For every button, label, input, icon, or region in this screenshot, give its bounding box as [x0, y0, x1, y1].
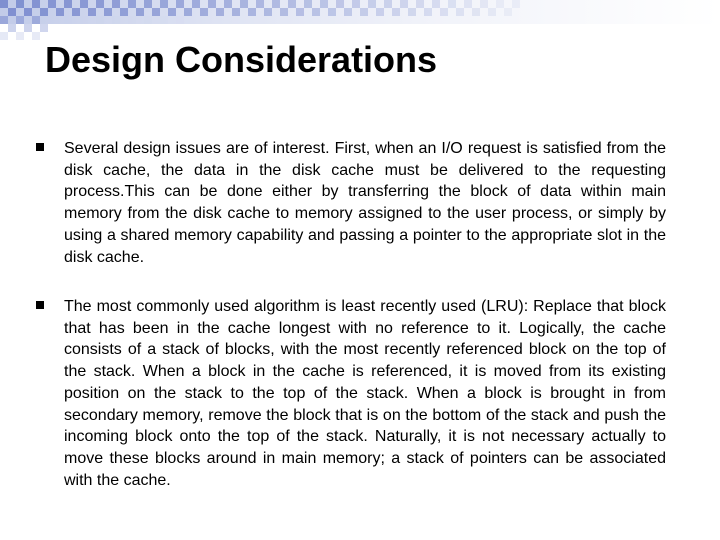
checker-square [64, 16, 72, 24]
checker-square [88, 8, 96, 16]
checker-square [0, 32, 8, 40]
checker-square [288, 0, 296, 8]
checker-square [48, 16, 56, 24]
checker-square [400, 0, 408, 8]
checker-square [0, 16, 8, 24]
checker-square [432, 0, 440, 8]
checker-square [168, 8, 176, 16]
checker-square [304, 0, 312, 8]
checker-square [208, 0, 216, 8]
checker-square [160, 16, 168, 24]
checker-square [128, 0, 136, 8]
checker-square [8, 24, 16, 32]
checker-square [152, 8, 160, 16]
checker-square [32, 32, 40, 40]
checker-square [336, 0, 344, 8]
checker-square [72, 8, 80, 16]
checker-square [232, 8, 240, 16]
checker-square [480, 0, 488, 8]
checker-square [16, 32, 24, 40]
checker-square [104, 8, 112, 16]
checker-square [248, 8, 256, 16]
checker-square [280, 8, 288, 16]
checker-square [16, 16, 24, 24]
checker-square [496, 0, 504, 8]
checker-square [320, 0, 328, 8]
checker-square [392, 8, 400, 16]
bullet-text: The most commonly used algorithm is least recently used (LRU): Replace that block that has been in the cache longest with no reference to it. Logically, the cache consists of a stack of blocks, with the most recently referenced block on the top of the stack. When a block in the cache is referenced, it is moved from its existing position on the stack to the top of the stack. When a block is brought in from secondary memory, remove the block that is on the bottom of the stack and push the incoming block onto the top of the stack. Naturally, it is not necessary actually to move these blocks around in main memory; a stack of pointers can be associated with the cache. [64, 298, 666, 489]
checker-square [440, 8, 448, 16]
checker-square [144, 16, 152, 24]
checker-square [40, 8, 48, 16]
checker-square [96, 16, 104, 24]
checker-square [32, 16, 40, 24]
checker-square [8, 8, 16, 16]
checker-square [24, 24, 32, 32]
slide-title: Design Considerations [45, 39, 438, 80]
checker-square [464, 0, 472, 8]
checker-square [272, 0, 280, 8]
checker-square [376, 8, 384, 16]
checker-square [344, 8, 352, 16]
checker-square [384, 0, 392, 8]
checker-square [32, 0, 40, 8]
checker-square [360, 8, 368, 16]
checker-square [264, 8, 272, 16]
checker-square [512, 0, 520, 8]
checker-square [424, 8, 432, 16]
checker-square [296, 8, 304, 16]
checker-square [240, 0, 248, 8]
checker-square [120, 8, 128, 16]
bullet-text: Several design issues are of interest. First, when an I/O request is satisfied from the disk cache, the data in the disk cache must be delivered to the requesting process.This can be done either by transferring the block of data within main memory from the disk cache to memory assigned to the user process, or simply by using a shared memory capability and passing a pointer to the appropriate slot in the disk cache. [64, 140, 666, 266]
checker-square [40, 24, 48, 32]
checker-square [56, 8, 64, 16]
checker-square [456, 8, 464, 16]
square-bullet-icon [36, 143, 44, 151]
checker-square [144, 0, 152, 8]
checker-square [200, 8, 208, 16]
checker-square [488, 8, 496, 16]
checker-square [216, 8, 224, 16]
checker-square [16, 0, 24, 8]
checker-square [176, 16, 184, 24]
checker-square [96, 0, 104, 8]
checker-square [176, 0, 184, 8]
checker-square [128, 16, 136, 24]
checker-square [160, 0, 168, 8]
checker-square [352, 0, 360, 8]
checker-square [408, 8, 416, 16]
checker-square [80, 16, 88, 24]
checker-square [256, 0, 264, 8]
checker-square [64, 0, 72, 8]
checker-square [328, 8, 336, 16]
checker-square [112, 0, 120, 8]
checker-square [112, 16, 120, 24]
checker-square [0, 0, 8, 8]
checker-square [504, 8, 512, 16]
checker-square [192, 0, 200, 8]
checker-square [448, 0, 456, 8]
checker-square [416, 0, 424, 8]
square-bullet-icon [36, 301, 44, 309]
checker-square [80, 0, 88, 8]
checker-square [224, 0, 232, 8]
checker-square [312, 8, 320, 16]
checker-pattern-decoration [0, 0, 720, 40]
checker-square [472, 8, 480, 16]
checker-square [368, 0, 376, 8]
checker-square [48, 0, 56, 8]
checker-square [184, 8, 192, 16]
checker-square [24, 8, 32, 16]
checker-square [136, 8, 144, 16]
